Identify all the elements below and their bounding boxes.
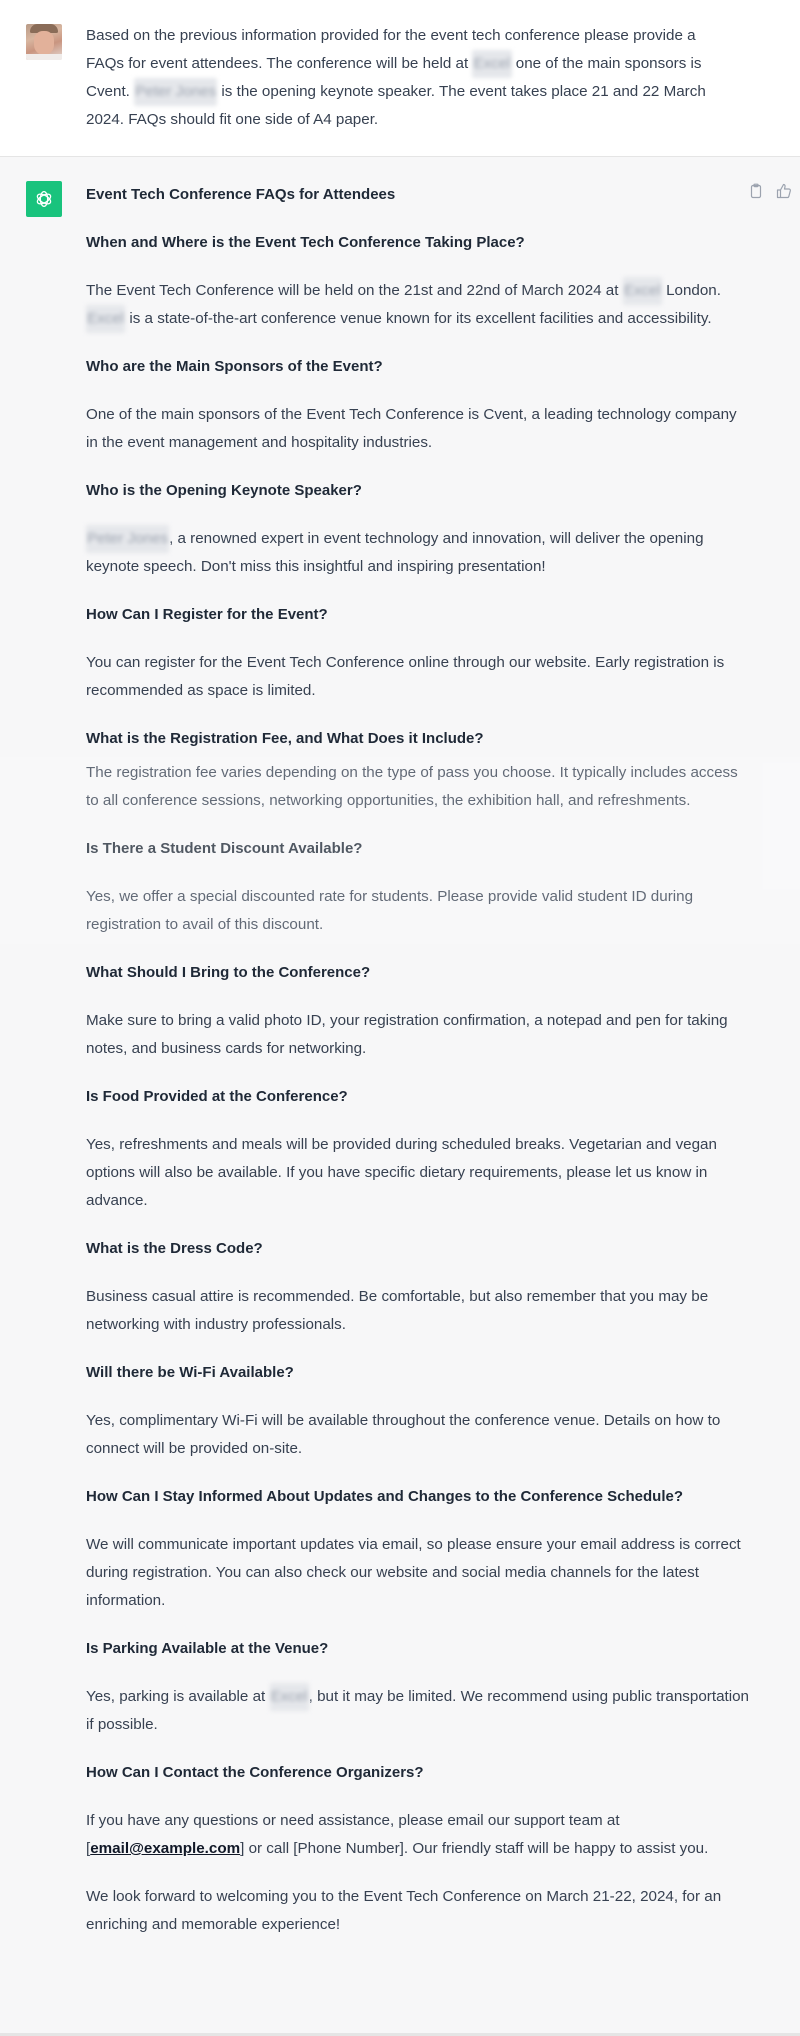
faq-question: What is the Registration Fee, and What Does it Include?	[86, 730, 484, 747]
faq-item	[86, 1635, 750, 1739]
user-message	[0, 0, 800, 157]
faq-question: How Can I Contact the Conference Organizers?	[86, 1764, 424, 1781]
faq-answer: Business casual attire is recommended. Be comfortable, but also remember that you may be networking with industry professionals.	[86, 1288, 709, 1333]
faq-question: Who are the Main Sponsors of the Event?	[86, 358, 383, 375]
faq-question: How Can I Register for the Event?	[86, 606, 328, 623]
faq-answer: We will communicate important updates via email, so please ensure your email address is correct during registration. You can also check our website and social media channels for the latest information.	[86, 1536, 741, 1609]
faq-answer: Yes, parking is available at Excel, but it may be limited. We recommend using public transportation if possible.	[86, 1683, 750, 1739]
faq-item	[86, 1083, 750, 1215]
thumbs-up-icon[interactable]	[776, 183, 792, 199]
faq-question: Is Parking Available at the Venue?	[86, 1640, 329, 1657]
faq-answer: Yes, refreshments and meals will be provided during scheduled breaks. Vegetarian and vegan options will also be available. If you have specific dietary requirements, please let us know in advance.	[86, 1136, 717, 1209]
redacted-venue: Excel	[86, 305, 125, 333]
email-link[interactable]: email@example.com	[90, 1840, 241, 1857]
faq-answer: One of the main sponsors of the Event Tech Conference is Cvent, a leading technology company in the event management and hospitality industries.	[86, 406, 737, 451]
user-message-text: Based on the previous information provided for the event tech conference please provide a FAQs for event attendees. The conference will be held at Excel one of the main sponsors is Cvent. Peter Jones is the opening keynote speaker. The event takes place 21 and 22 March 2024. FAQs should fit one side of A4 paper.	[86, 27, 706, 128]
faq-list	[86, 229, 750, 1863]
faq-answer: The Event Tech Conference will be held on the 21st and 22nd of March 2024 at Excel London. Excel is a state-of-the-art conference venue known for its excellent facilities and accessibility.	[86, 277, 750, 333]
faq-question: What is the Dress Code?	[86, 1240, 263, 1257]
assistant-message	[0, 157, 800, 2034]
message-actions	[748, 183, 792, 199]
faq-question: What Should I Bring to the Conference?	[86, 964, 371, 981]
closing-paragraph: We look forward to welcoming you to the Event Tech Conference on March 21-22, 2024, for an enriching and memorable experience!	[86, 1888, 722, 1933]
redacted-speaker: Peter Jones	[134, 78, 217, 106]
faq-answer: The registration fee varies depending on the type of pass you choose. It typically includes access to all conference sessions, networking opportunities, the exhibition hall, and refreshments.	[86, 764, 738, 809]
faq-item	[86, 601, 750, 705]
faq-answer: Yes, complimentary Wi-Fi will be available throughout the conference venue. Details on how to connect will be provided on-site.	[86, 1412, 721, 1457]
faq-item	[86, 1483, 750, 1615]
redacted-venue: Excel	[623, 277, 662, 305]
faq-item	[86, 959, 750, 1063]
faq-item	[86, 835, 750, 939]
faq-question: Who is the Opening Keynote Speaker?	[86, 482, 362, 499]
user-avatar	[26, 24, 62, 60]
faq-answer: You can register for the Event Tech Conference online through our website. Early registration is recommended as space is limited.	[86, 654, 725, 699]
faq-item	[86, 725, 750, 815]
faq-item	[86, 1359, 750, 1463]
response-title: Event Tech Conference FAQs for Attendees	[86, 186, 396, 203]
faq-item	[86, 353, 750, 457]
clipboard-icon[interactable]	[748, 183, 764, 199]
redacted-speaker: Peter Jones	[86, 525, 169, 553]
openai-logo-icon	[26, 181, 62, 217]
faq-item	[86, 229, 750, 333]
faq-question: How Can I Stay Informed About Updates and Changes to the Conference Schedule?	[86, 1488, 684, 1505]
faq-item	[86, 1235, 750, 1339]
faq-question: Is There a Student Discount Available?	[86, 840, 363, 857]
assistant-message-content	[86, 181, 750, 1959]
redacted-venue: Excel	[270, 1683, 309, 1711]
faq-answer: If you have any questions or need assistance, please email our support team at [email@example.com] or call [Phone Number]. Our friendly staff will be happy to assist you.	[86, 1812, 709, 1857]
redacted-venue: Excel	[472, 50, 511, 78]
faq-question: Will there be Wi-Fi Available?	[86, 1364, 294, 1381]
faq-item	[86, 477, 750, 581]
faq-item	[86, 1759, 750, 1863]
faq-answer: Yes, we offer a special discounted rate for students. Please provide valid student ID during registration to avail of this discount.	[86, 888, 694, 933]
faq-answer: Peter Jones, a renowned expert in event technology and innovation, will deliver the opening keynote speech. Don't miss this insightful and inspiring presentation!	[86, 525, 750, 581]
faq-question: When and Where is the Event Tech Conference Taking Place?	[86, 234, 525, 251]
faq-answer: Make sure to bring a valid photo ID, your registration confirmation, a notepad and pen for taking notes, and business cards for networking.	[86, 1012, 728, 1057]
faq-question: Is Food Provided at the Conference?	[86, 1088, 348, 1105]
